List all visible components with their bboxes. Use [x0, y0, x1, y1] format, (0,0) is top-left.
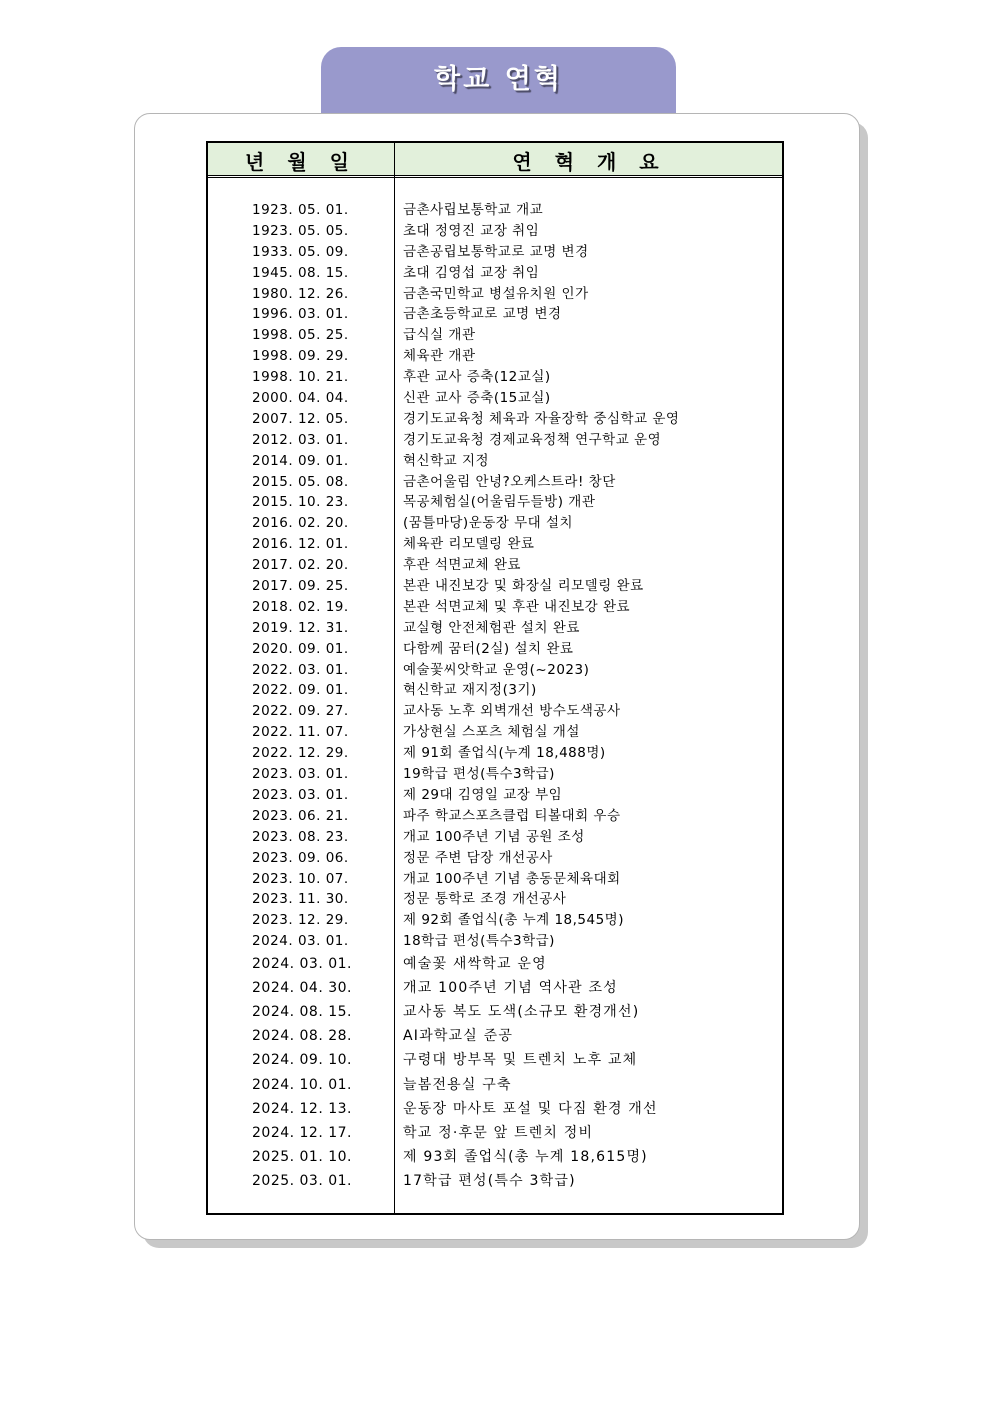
row-date: 1998. 05. 25.: [252, 327, 349, 344]
row-date: 2023. 08. 23.: [252, 828, 349, 845]
row-date: 1933. 05. 09.: [252, 243, 349, 260]
row-description: 18학급 편성(특수3학급): [403, 933, 555, 950]
row-description: 가상현실 스포츠 체험실 개설: [403, 724, 580, 741]
table-row: [208, 952, 782, 976]
table-row: [208, 200, 782, 221]
row-description: 목공체험실(어울림두들방) 개관: [403, 494, 596, 511]
row-description: 교사동 노후 외벽개선 방수도색공사: [403, 703, 621, 720]
row-date: 2023. 03. 01.: [252, 766, 349, 783]
row-date: 2022. 12. 29.: [252, 745, 349, 762]
row-date: 1980. 12. 26.: [252, 285, 349, 302]
row-description: 급식실 개관: [403, 327, 476, 344]
row-description: 구령대 방부목 및 트렌치 노후 교체: [403, 1052, 638, 1069]
row-description: 신관 교사 증축(15교실): [403, 390, 551, 407]
row-date: 2023. 06. 21.: [252, 807, 349, 824]
row-date: 2024. 03. 01.: [252, 956, 353, 973]
table-row: [208, 764, 782, 785]
row-description: 체육관 개관: [403, 348, 476, 365]
table-row: [208, 284, 782, 305]
row-date: 2022. 09. 27.: [252, 703, 349, 720]
row-description: 제 29대 김영일 교장 부임: [403, 786, 563, 803]
row-date: 2007. 12. 05.: [252, 410, 349, 427]
row-description: 체육관 리모델링 완료: [403, 536, 535, 553]
row-description: 19학급 편성(특수3학급): [403, 766, 555, 783]
title-tab: [321, 47, 676, 113]
row-description: 제 93회 졸업식(총 누계 18,615명): [403, 1148, 648, 1165]
row-description: 초대 김영섭 교장 취임: [403, 264, 540, 281]
table-body-section-1: [208, 200, 782, 952]
row-date: 2024. 12. 17.: [252, 1124, 353, 1141]
table-row: [208, 722, 782, 743]
table-row: [208, 931, 782, 952]
row-date: 2014. 09. 01.: [252, 452, 349, 469]
table-row: [208, 910, 782, 931]
row-date: 2016. 12. 01.: [252, 536, 349, 553]
row-date: 1923. 05. 05.: [252, 222, 349, 239]
row-date: 2023. 03. 01.: [252, 786, 349, 803]
table-row: [208, 1024, 782, 1048]
table-row: [208, 618, 782, 639]
row-description: 교사동 복도 도색(소규모 환경개선): [403, 1004, 640, 1021]
row-description: 금촌공립보통학교로 교명 변경: [403, 243, 589, 260]
row-description: 개교 100주년 기념 총동문체육대회: [403, 870, 621, 887]
row-date: 2017. 02. 20.: [252, 557, 349, 574]
history-table: [206, 141, 784, 1215]
row-date: 2020. 09. 01.: [252, 640, 349, 657]
table-body-section-2: [208, 952, 782, 1193]
row-description: (꿈틀마당)운동장 무대 설치: [403, 515, 574, 532]
table-row: [208, 388, 782, 409]
table-row: [208, 221, 782, 242]
row-date: 2015. 10. 23.: [252, 494, 349, 511]
table-row: [208, 639, 782, 660]
row-description: 정문 통학로 조경 개선공사: [403, 891, 567, 908]
table-row: [208, 827, 782, 848]
table-row: [208, 1073, 782, 1097]
table-row: [208, 325, 782, 346]
row-description: 본관 내진보강 및 화장실 리모델링 완료: [403, 578, 644, 595]
table-row: [208, 472, 782, 493]
row-date: 2023. 11. 30.: [252, 891, 349, 908]
row-description: 본관 석면교체 및 후관 내진보강 완료: [403, 598, 631, 615]
row-date: 2012. 03. 01.: [252, 431, 349, 448]
row-date: 2025. 03. 01.: [252, 1172, 353, 1189]
row-date: 1998. 10. 21.: [252, 369, 349, 386]
row-description: 교실형 안전체험관 설치 완료: [403, 619, 580, 636]
row-description: 운동장 마사토 포설 및 다짐 환경 개선: [403, 1100, 658, 1117]
row-date: 2016. 02. 20.: [252, 515, 349, 532]
row-description: 경기도교육청 경제교육정책 연구학교 운영: [403, 431, 662, 448]
row-date: 2017. 09. 25.: [252, 578, 349, 595]
table-row: [208, 976, 782, 1000]
row-description: 다함께 꿈터(2실) 설치 완료: [403, 640, 574, 657]
row-description: 제 91회 졸업식(누계 18,488명): [403, 745, 606, 762]
table-row: [208, 1121, 782, 1145]
row-date: 2024. 09. 10.: [252, 1052, 353, 1069]
table-row: [208, 513, 782, 534]
row-description: 경기도교육청 체육과 자율장학 중심학교 운영: [403, 410, 680, 427]
table-row: [208, 242, 782, 263]
row-description: 금촌사립보통학교 개교: [403, 202, 544, 218]
table-row: [208, 409, 782, 430]
row-description: 초대 정영진 교장 취임: [403, 222, 540, 239]
table-row: [208, 555, 782, 576]
table-row: [208, 701, 782, 722]
table-row: [208, 869, 782, 890]
header-description: 연 혁 개 요: [512, 150, 667, 174]
table-row: [208, 848, 782, 869]
row-description: 정문 주변 담장 개선공사: [403, 849, 553, 866]
page-title: 학교 연혁: [434, 64, 563, 95]
row-date: 2024. 04. 30.: [252, 980, 353, 997]
row-description: 예술꽃씨앗학교 운영(~2023): [403, 661, 590, 678]
table-row: [208, 889, 782, 910]
table-row: [208, 367, 782, 388]
header-separator: [208, 177, 782, 178]
table-row: [208, 430, 782, 451]
row-date: 2000. 04. 04.: [252, 390, 349, 407]
row-date: 2024. 10. 01.: [252, 1076, 353, 1093]
row-date: 1998. 09. 29.: [252, 348, 349, 365]
table-row: [208, 1097, 782, 1121]
row-description: 17학급 편성(특수 3학급): [403, 1172, 576, 1189]
row-date: 2022. 11. 07.: [252, 724, 349, 741]
row-description: 늘봄전용실 구축: [403, 1076, 512, 1093]
row-description: 개교 100주년 기념 공원 조성: [403, 828, 585, 845]
row-description: 후관 석면교체 완료: [403, 557, 521, 574]
row-description: 예술꽃 새싹학교 운영: [403, 956, 547, 973]
row-description: 혁신학교 지정: [403, 452, 490, 469]
header-date: 년 월 일: [245, 150, 357, 174]
table-row: [208, 785, 782, 806]
row-date: 2023. 09. 06.: [252, 849, 349, 866]
table-row: [208, 743, 782, 764]
row-date: 2023. 12. 29.: [252, 912, 349, 929]
row-description: 학교 정·후문 앞 트렌치 정비: [403, 1124, 594, 1141]
row-date: 2019. 12. 31.: [252, 619, 349, 636]
row-date: 2022. 03. 01.: [252, 661, 349, 678]
row-date: 2023. 10. 07.: [252, 870, 349, 887]
row-date: 2018. 02. 19.: [252, 598, 349, 615]
table-row: [208, 1169, 782, 1193]
table-row: [208, 597, 782, 618]
row-description: 파주 학교스포츠클럽 티볼대회 우승: [403, 807, 621, 824]
row-date: 1996. 03. 01.: [252, 306, 349, 323]
row-description: 금촌국민학교 병설유치원 인가: [403, 285, 589, 302]
row-description: 혁신학교 재지정(3기): [403, 682, 537, 699]
table-row: [208, 576, 782, 597]
row-date: 2022. 09. 01.: [252, 682, 349, 699]
row-description: 제 92회 졸업식(총 누계 18,545명): [403, 912, 624, 929]
row-date: 1945. 08. 15.: [252, 264, 349, 281]
row-date: 1923. 05. 01.: [252, 202, 349, 218]
table-row: [208, 346, 782, 367]
table-row: [208, 534, 782, 555]
table-body: [208, 200, 782, 1193]
table-row: [208, 806, 782, 827]
row-date: 2024. 12. 13.: [252, 1100, 353, 1117]
table-row: [208, 451, 782, 472]
row-date: 2024. 08. 28.: [252, 1028, 353, 1045]
row-description: AI과학교실 준공: [403, 1028, 514, 1045]
table-row: [208, 304, 782, 325]
table-row: [208, 1000, 782, 1024]
table-row: [208, 492, 782, 513]
row-description: 개교 100주년 기념 역사관 조성: [403, 980, 618, 997]
row-description: 후관 교사 증축(12교실): [403, 369, 551, 386]
table-row: [208, 680, 782, 701]
row-date: 2015. 05. 08.: [252, 473, 349, 490]
table-row: [208, 263, 782, 284]
row-date: 2024. 03. 01.: [252, 933, 349, 950]
table-row: [208, 660, 782, 681]
row-date: 2025. 01. 10.: [252, 1148, 353, 1165]
row-description: 금촌초등학교로 교명 변경: [403, 306, 562, 323]
row-description: 금촌어울림 안녕?오케스트라! 창단: [403, 473, 616, 490]
table-row: [208, 1145, 782, 1169]
row-date: 2024. 08. 15.: [252, 1004, 353, 1021]
table-row: [208, 1048, 782, 1072]
